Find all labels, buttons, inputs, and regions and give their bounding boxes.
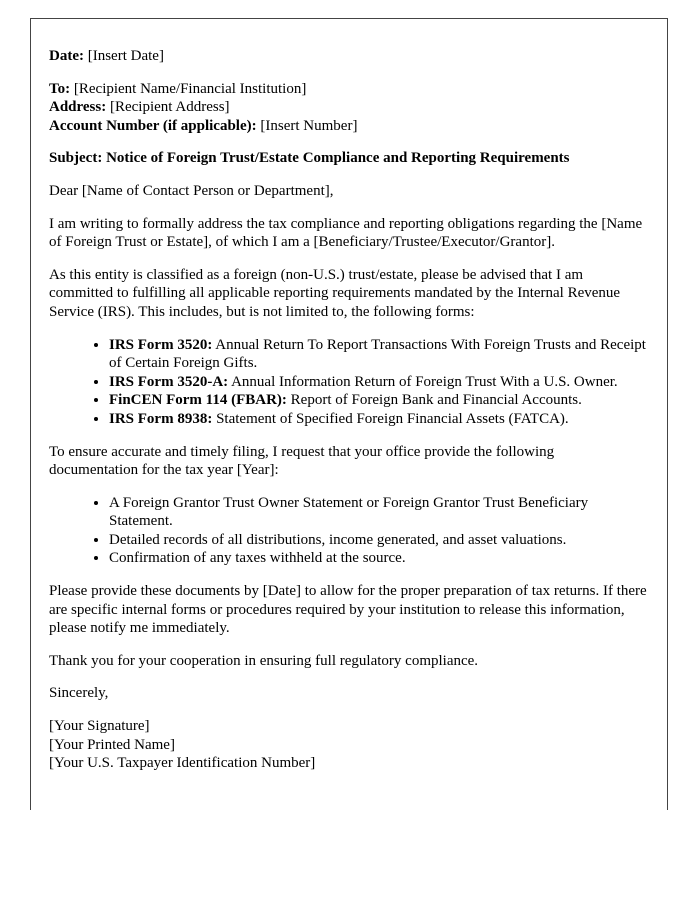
account-value: [Insert Number] — [260, 117, 358, 134]
list-item-form — [109, 410, 647, 429]
letter-document — [30, 18, 668, 810]
list-item-form — [109, 373, 647, 392]
signature-line: [Your U.S. Taxpayer Identification Number] — [49, 755, 316, 772]
address-line — [49, 98, 647, 117]
form-name: IRS Form 3520: — [109, 336, 213, 353]
list-item-document: • A Foreign Grantor Trust Owner Statement or Foreign Grantor Trust Beneficiary Statement. — [109, 494, 647, 531]
form-name: FinCEN Form 114 (FBAR): — [109, 392, 287, 409]
list-item-document: • Detailed records of all distributions, income generated, and asset valuations. — [109, 531, 647, 550]
recipient-block — [49, 80, 647, 136]
signature-block — [49, 717, 647, 773]
to-label: To: — [49, 80, 71, 97]
paragraph-thanks: Thank you for your cooperation in ensuring full regulatory compliance. — [49, 652, 479, 669]
account-label: Account Number (if applicable): — [49, 117, 257, 134]
date-value: [Insert Date] — [87, 48, 164, 64]
form-description: Report of Foreign Bank and Financial Accounts. — [286, 392, 582, 409]
list-item-form — [109, 391, 647, 410]
to-value: [Recipient Name/Financial Institution] — [73, 80, 307, 97]
form-description: Annual Information Return of Foreign Trust With a U.S. Owner. — [228, 373, 618, 390]
form-description: Annual Return To Report Transactions With Foreign Trusts and Receipt of Certain Foreign Gifts. — [109, 336, 646, 372]
date-label: Date: — [49, 48, 84, 64]
address-label: Address: — [49, 99, 107, 116]
closing: Sincerely, — [49, 685, 109, 702]
paragraph-intro: I am writing to formally address the tax compliance and reporting obligations regarding the [Name of Foreign Trust or Estate], of which I am a [Beneficiary/Trustee/Executor/Grantor]. — [49, 215, 643, 251]
subject-line — [49, 149, 647, 168]
form-name: IRS Form 8938: — [109, 410, 213, 427]
subject-text: Subject: Notice of Foreign Trust/Estate Compliance and Reporting Requirements — [49, 150, 570, 167]
address-value: [Recipient Address] — [109, 99, 230, 116]
paragraph-request: To ensure accurate and timely filing, I request that your office provide the following documentation for the tax year [Year]: — [49, 443, 555, 479]
date-line — [49, 47, 647, 66]
to-line — [49, 80, 647, 99]
paragraph-classification: As this entity is classified as a foreign (non-U.S.) trust/estate, please be advised that I am committed to fulfilling all applicable reporting requirements mandated by the Internal Revenue Service (IRS). This includes, but is not limited to, the following forms: — [49, 266, 621, 320]
form-name: IRS Form 3520-A: — [109, 373, 229, 390]
forms-list — [49, 336, 647, 429]
paragraph-deadline: Please provide these documents by [Date] to allow for the proper preparation of tax returns. If there are specific internal forms or procedures required by your institution to release this information, please notify me immediately. — [49, 583, 647, 637]
list-item-form — [109, 336, 647, 373]
documents-list — [49, 494, 647, 568]
account-line — [49, 117, 647, 136]
signature-line: [Your Signature] — [49, 718, 150, 735]
salutation: Dear [Name of Contact Person or Department], — [49, 182, 334, 199]
signature-line: [Your Printed Name] — [49, 736, 175, 753]
form-description: Statement of Specified Foreign Financial Assets (FATCA). — [212, 410, 569, 427]
list-item-document: • Confirmation of any taxes withheld at the source. — [109, 549, 647, 568]
